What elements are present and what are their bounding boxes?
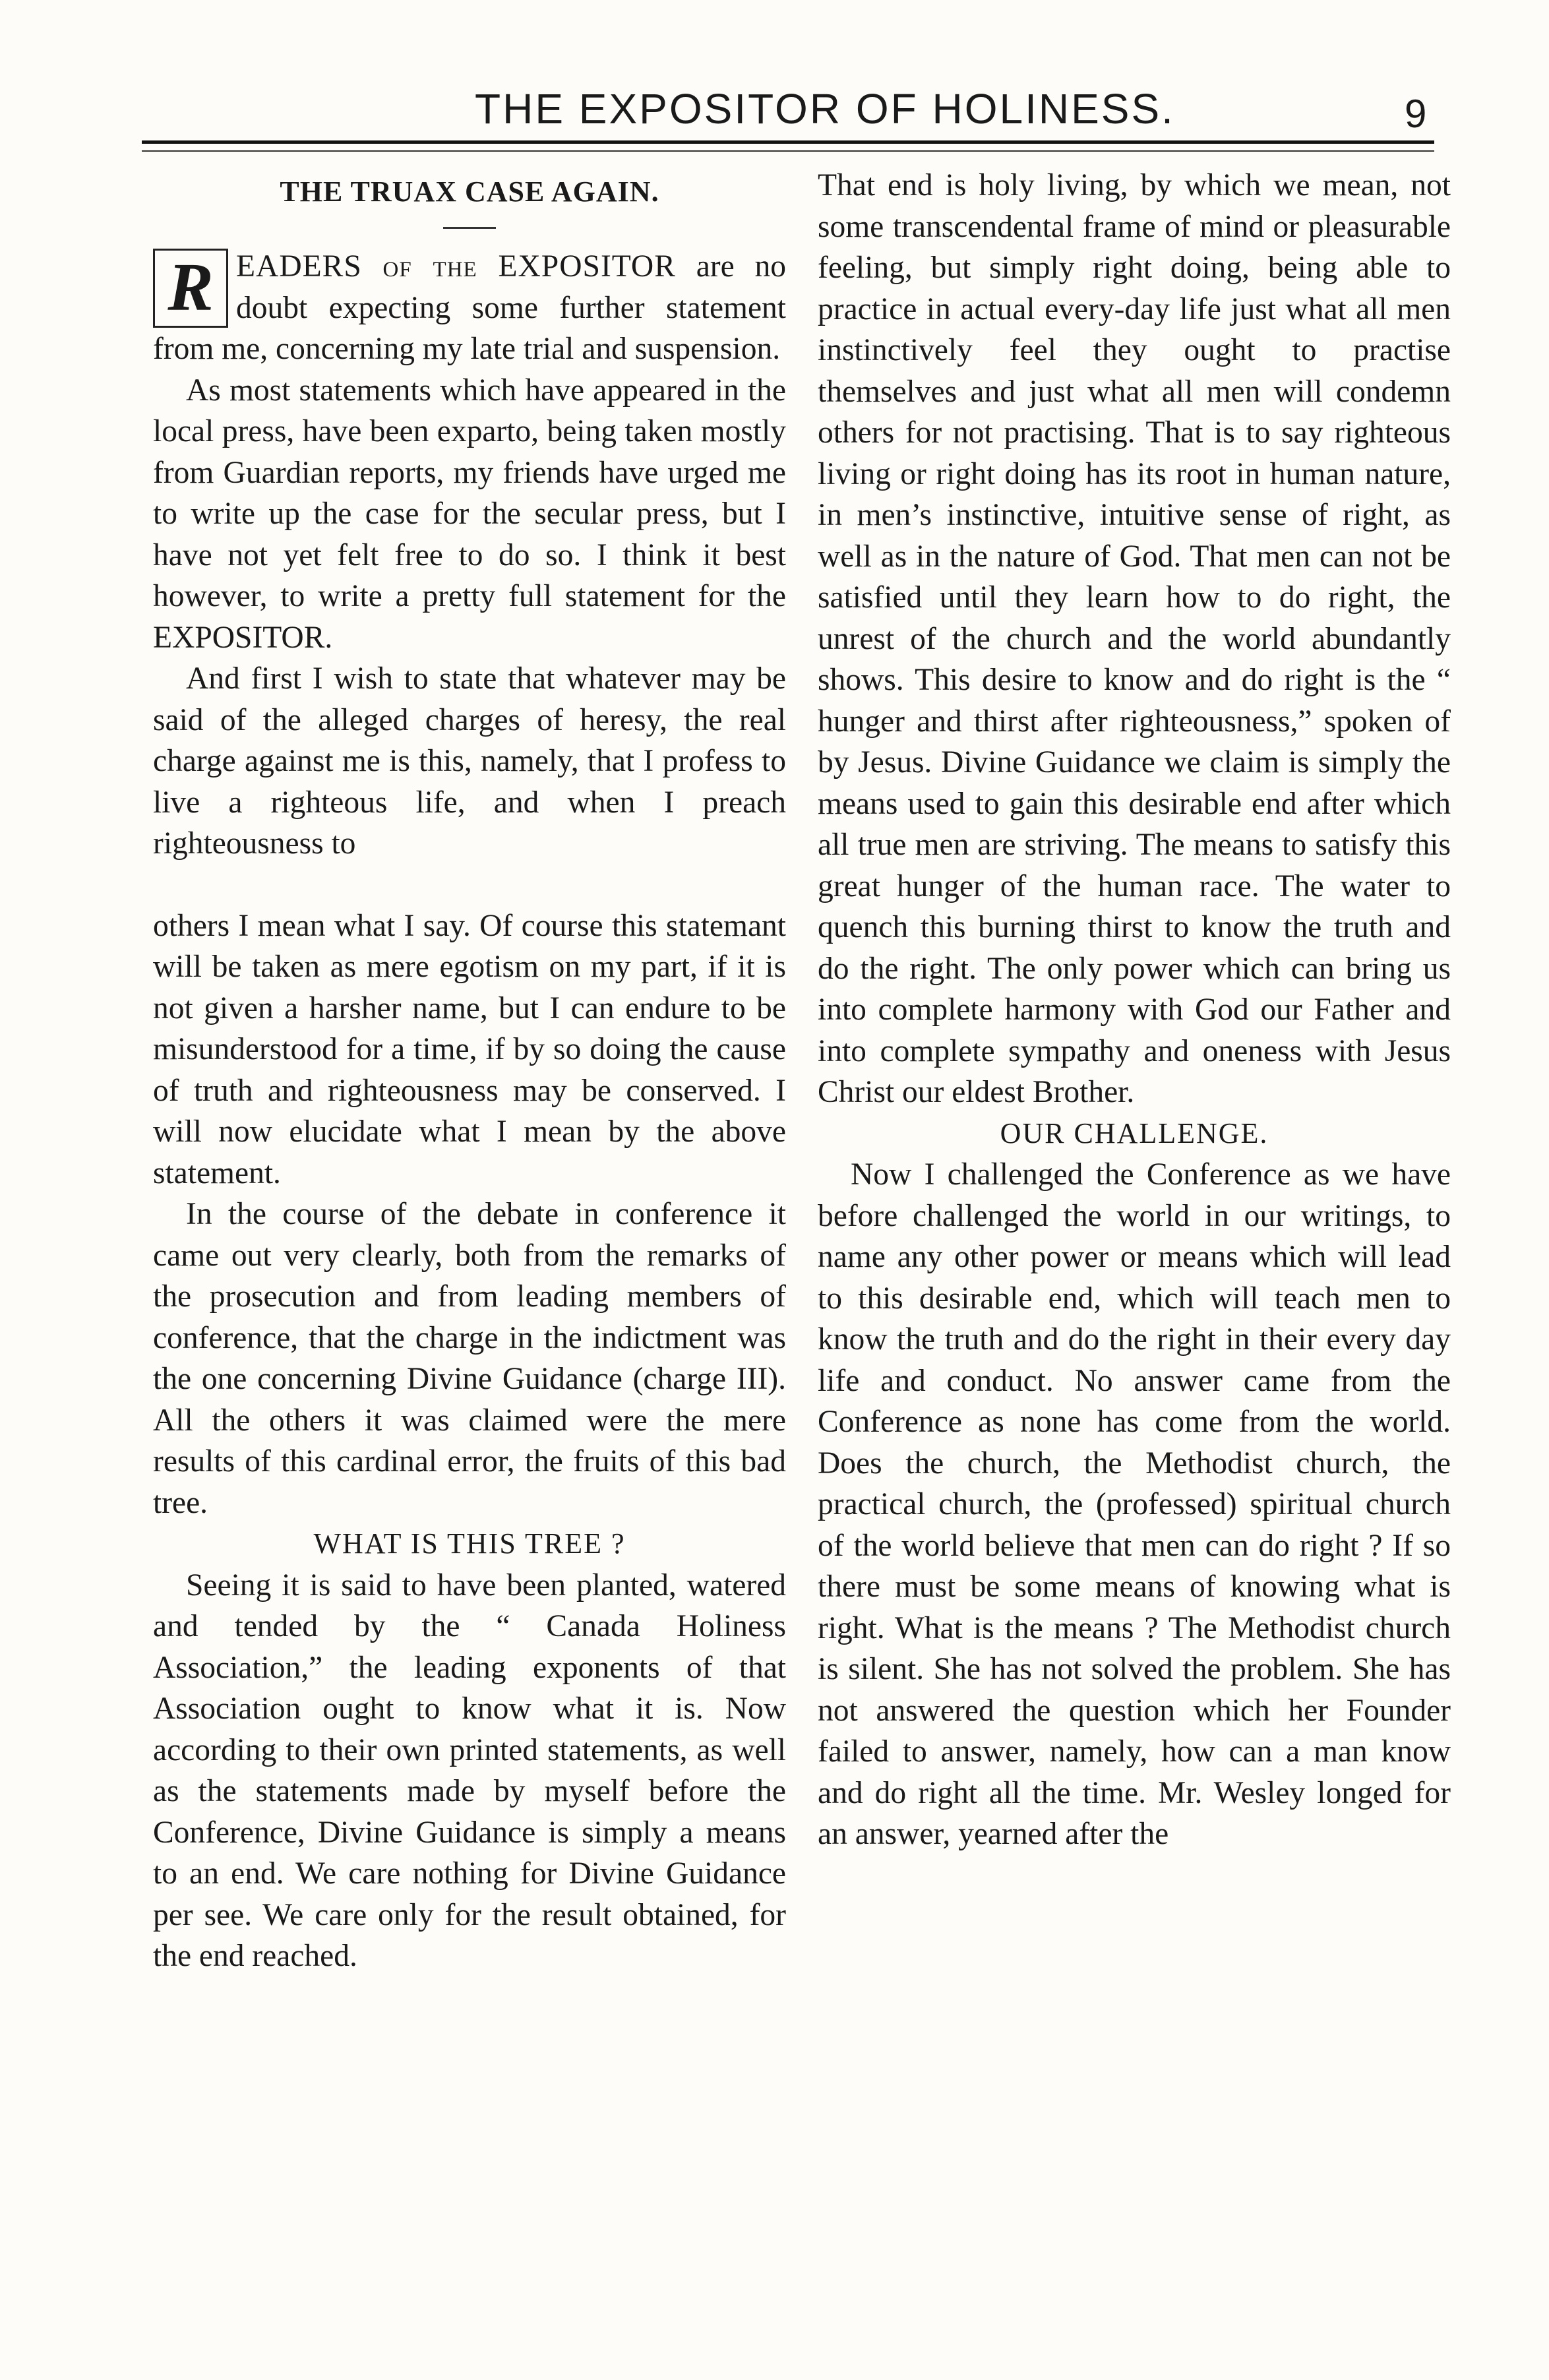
paragraph-5: Seeing it is said to have been planted, watered and tended by the “ Canada Holiness Association,” the leading exponents of that Association ought to know what it is. Now according to their own printed statements, as well as the statements made by myself before the Conference, Divine Guidance is simply a means to an end. We care nothing for Divine Guidance per see. We care only for the result obtained, for the end reached. <box>153 1568 786 1973</box>
page-number: 9 <box>1405 92 1427 136</box>
lead-in: EADERS of the EXPOSITOR <box>236 249 676 284</box>
subheading-what-is-this-tree: WHAT IS THIS TREE ? <box>313 1527 626 1560</box>
left-column <box>153 166 786 1977</box>
header-rule-thick <box>142 140 1434 144</box>
column-gap <box>153 865 786 905</box>
title-rule <box>443 227 496 229</box>
paragraph-7: Now I challenged the Conference as we have before challenged the world in our writings, to name any other power or means which will lead to this desirable end, which will teach men to know the truth and do the right in their every day life and conduct. No answer came from the Conference as none has come from the world. Does the church, the Methodist church, the practical church, the (professed) spiritual church of the world believe that men can do right ? If so there must be some means of knowing what is right. What is the means ? The Methodist church is silent. She has not solved the problem. She has not answered the question which her Founder failed to answer, namely, how can a man know and do right all the time. Mr. Wesley longed for an answer, yearned after the <box>818 1157 1451 1851</box>
subheading-our-challenge: OUR CHALLENGE. <box>1000 1116 1269 1149</box>
paragraph-3b: others I mean what I say. Of course this statemant will be taken as mere egotism on my part, if it is not given a harsher name, but I can endure to be misunderstood for a time, if by so doing the cause of truth and righteousness may be conserved. I will now elucidate what I mean by the above statement. <box>153 908 786 1190</box>
opening-text: are no doubt expecting some further statement from me, concerning my late trial and suspension. <box>153 249 787 366</box>
paragraph-3a: And first I wish to state that whatever may be said of the alleged charges of heresy, the real charge against me is this, namely, that I profess to live a righteous life, and when I preach righteousness to <box>153 661 786 861</box>
running-head <box>0 84 1549 137</box>
paragraph-2: As most statements which have appeared in the local press, have been exparto, being taken mostly from Guardian reports, my friends have urged me to write up the case for the secular press, but I have not yet felt free to do so. I think it best however, to write a pretty full statement for the EXPOSITOR. <box>153 373 786 655</box>
header-rule-thin <box>142 150 1434 152</box>
opening-paragraph <box>153 246 786 370</box>
paragraph-4: In the course of the debate in conference it came out very clearly, both from the remarks of the prosecution and from leading members of conference, that the charge in the indictment was the one concerning Divine Guidance (charge III). All the others it was claimed were the mere results of this cardinal error, the fruits of this bad tree. <box>153 1197 786 1520</box>
journal-title: THE EXPOSITOR OF HOLINESS. <box>475 85 1175 133</box>
paragraph-6: That end is holy living, by which we mean, not some transcendental frame of mind or pleasurable feeling, but simply right doing, being able to practice in actual every-day life just what all men instinctively feel they ought to practise themselves and just what all men will condemn others for not practising. That is to say righteous living or right doing has its root in human nature, in men’s instinctive, intuitive sense of right, as well as in the nature of God. That men can not be satisfied until they learn how to do right, the unrest of the church and the world abundantly shows. This desire to know and do right is the “ hunger and thirst after righteousness,” spoken of by Jesus. Divine Guidance we claim is simply the means used to gain this desirable end after which all true men are striving. The means to satisfy this great hunger of the human race. The water to quench this burning thirst to know the truth and do the right. The only power which can bring us into complete harmony with God our Father and into complete sympathy and oneness with Jesus Christ our eldest Brother. <box>818 168 1451 1109</box>
article-title: THE TRUAX CASE AGAIN. <box>280 175 659 208</box>
drop-cap: R <box>153 249 228 328</box>
right-column <box>818 165 1451 1855</box>
